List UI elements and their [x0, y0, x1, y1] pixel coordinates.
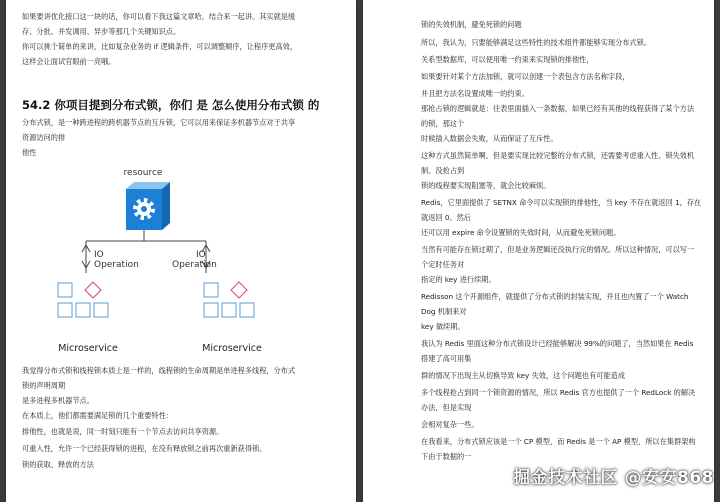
paragraph-line: 排他性，也就是说，同一时刻只能有一个节点去访问共享资源。: [22, 427, 224, 436]
paragraph-line: 我觉得分布式锁和线程锁本质上是一样的，线程锁的生命周期是单进程多线程，分布式: [22, 366, 296, 375]
microservice-right: [204, 282, 254, 317]
paragraph-line: 就返回 0。然后: [421, 213, 471, 222]
paragraph-line: 群的情况下出现主从切换导致 key 失效，这个问题也有可能造成: [421, 371, 626, 380]
paragraph-line: 他性: [22, 148, 37, 157]
paragraph-line: 这种方式虽然简单啊，但是要实现比较完整的分布式锁，还需要考虑重入性、锁失效机: [421, 151, 695, 160]
paragraph-line: 时候插入数据会失败，从而保证了互斥性。: [421, 134, 558, 143]
operation-label-right: Operation: [172, 260, 217, 270]
microservice-label-left: Microservice: [58, 343, 118, 354]
watermark: 掘金技术社区 @安安868: [513, 468, 714, 488]
paragraph-line: key 做续期。: [421, 322, 465, 331]
paragraph-line: 是多进程多机器节点。: [22, 396, 94, 405]
paragraph-line: Redisson 这个开源组件，就提供了分布式锁的封装实现，并且也内置了一个 Watch: [421, 292, 689, 301]
paragraph-line: 在我看来，分布式锁应该是一个 CP 模型，而 Redis 是一个 AP 模型，所以在集群架构: [421, 437, 696, 446]
paragraph-line: 的锁，那这个: [421, 119, 465, 128]
paragraph-line: 所以，我认为，只要能够满足这些特性的技术组件都能够实现分布式锁。: [421, 38, 652, 47]
paragraph-line: 搭建了高可用集: [421, 354, 472, 363]
resource-box: [126, 182, 170, 230]
paragraph-line: 并且把方法名设置成唯一的约束。: [421, 89, 529, 98]
io-label-right: IO: [196, 250, 206, 260]
gear-icon: [135, 200, 153, 218]
paragraph-line: 那抢占锁的逻辑就是：往表里面插入一条数据，如果已经有其他的线程获得了某个方法: [421, 104, 695, 113]
paragraph-line: 在本质上，他们都需要满足锁的几个重要特性：: [22, 411, 173, 420]
io-label-left: IO: [94, 250, 104, 260]
paragraph-line: 当然有可能存在锁过期了，但是业务逻辑还没执行完的情况。所以这种情况，可以写一: [421, 245, 695, 254]
intro-line: 存、分批、并发调用、异步等那几个关键知识点。: [22, 27, 181, 36]
paragraph-line: 个定时任务对: [421, 260, 465, 269]
left-page: [6, 0, 356, 502]
paragraph-line: 资源访问的排: [22, 133, 66, 142]
distributed-lock-diagram: [46, 165, 276, 360]
microservice-left: [58, 282, 108, 317]
section-heading: 54.2 你项目提到分布式锁，你们 是 怎么使用分布式锁 的: [22, 98, 320, 112]
intro-line: 你可以挑个简单的来讲，比如复杂业务的 if 逻辑条件，可以调整顺序，让程序更高效，: [22, 42, 298, 51]
paragraph-line: Dog 机制来对: [421, 307, 467, 316]
paragraph-line: 可重入性，允许一个已经获得锁的进程，在没有释放锁之前再次重新获得锁。: [22, 444, 267, 453]
paragraph-line: 我认为 Redis 里面这种分布式锁设计已经能够解决 99%的问题了，当然如果在 Redis: [421, 339, 694, 348]
operation-label-left: Operation: [94, 260, 139, 270]
paragraph-line: 锁的声明周期: [22, 381, 66, 390]
paragraph-line: 会相对复杂一些。: [421, 420, 479, 429]
paragraph-line: 多个线程抢占到同一个锁资源的情况，所以 Redis 官方也提供了一个 RedLock 的解决: [421, 388, 696, 397]
paragraph-line: 指定的 key 进行续期。: [421, 275, 496, 284]
paragraph-line: 制、没抢占到: [421, 166, 465, 175]
microservice-label-right: Microservice: [202, 343, 262, 354]
paragraph-line: 锁的失效机制，避免死锁的问题: [421, 20, 522, 29]
paragraph-line: 关系型数据库，可以使用唯一约束来实现锁的排他性，: [421, 55, 594, 64]
intro-line: 这样会让面试官眼前一亮哦。: [22, 57, 116, 66]
paragraph-line: 分布式锁，是一种跨进程的跨机器节点的互斥锁，它可以用来保证多机器节点对于共享: [22, 118, 296, 127]
paragraph-line: 下由于数据的一: [421, 452, 472, 461]
paragraph-line: 办法，但是实现: [421, 403, 472, 412]
paragraph-line: 如果要针对某个方法加锁，就可以创建一个表包含方法名称字段，: [421, 72, 630, 81]
paragraph-line: Redis，它里面提供了 SETNX 命令可以实现锁的排他性，当 key 不存在就返回 1，存在: [421, 198, 702, 207]
paragraph-line: 锁的获取、释放的方法: [22, 460, 94, 469]
intro-line: 如果要讲优化接口这一块的话，你可以看下我这篇文章哈，结合来一起讲。其实就是缓: [22, 12, 296, 21]
paragraph-line: 还可以用 expire 命令设置锁的失效时间，从而避免死锁问题。: [421, 228, 621, 237]
paragraph-line: 锁的线程要实现阻塞等，就会比较麻烦。: [421, 181, 551, 190]
right-page: [363, 0, 714, 502]
resource-label: resource: [123, 168, 163, 178]
